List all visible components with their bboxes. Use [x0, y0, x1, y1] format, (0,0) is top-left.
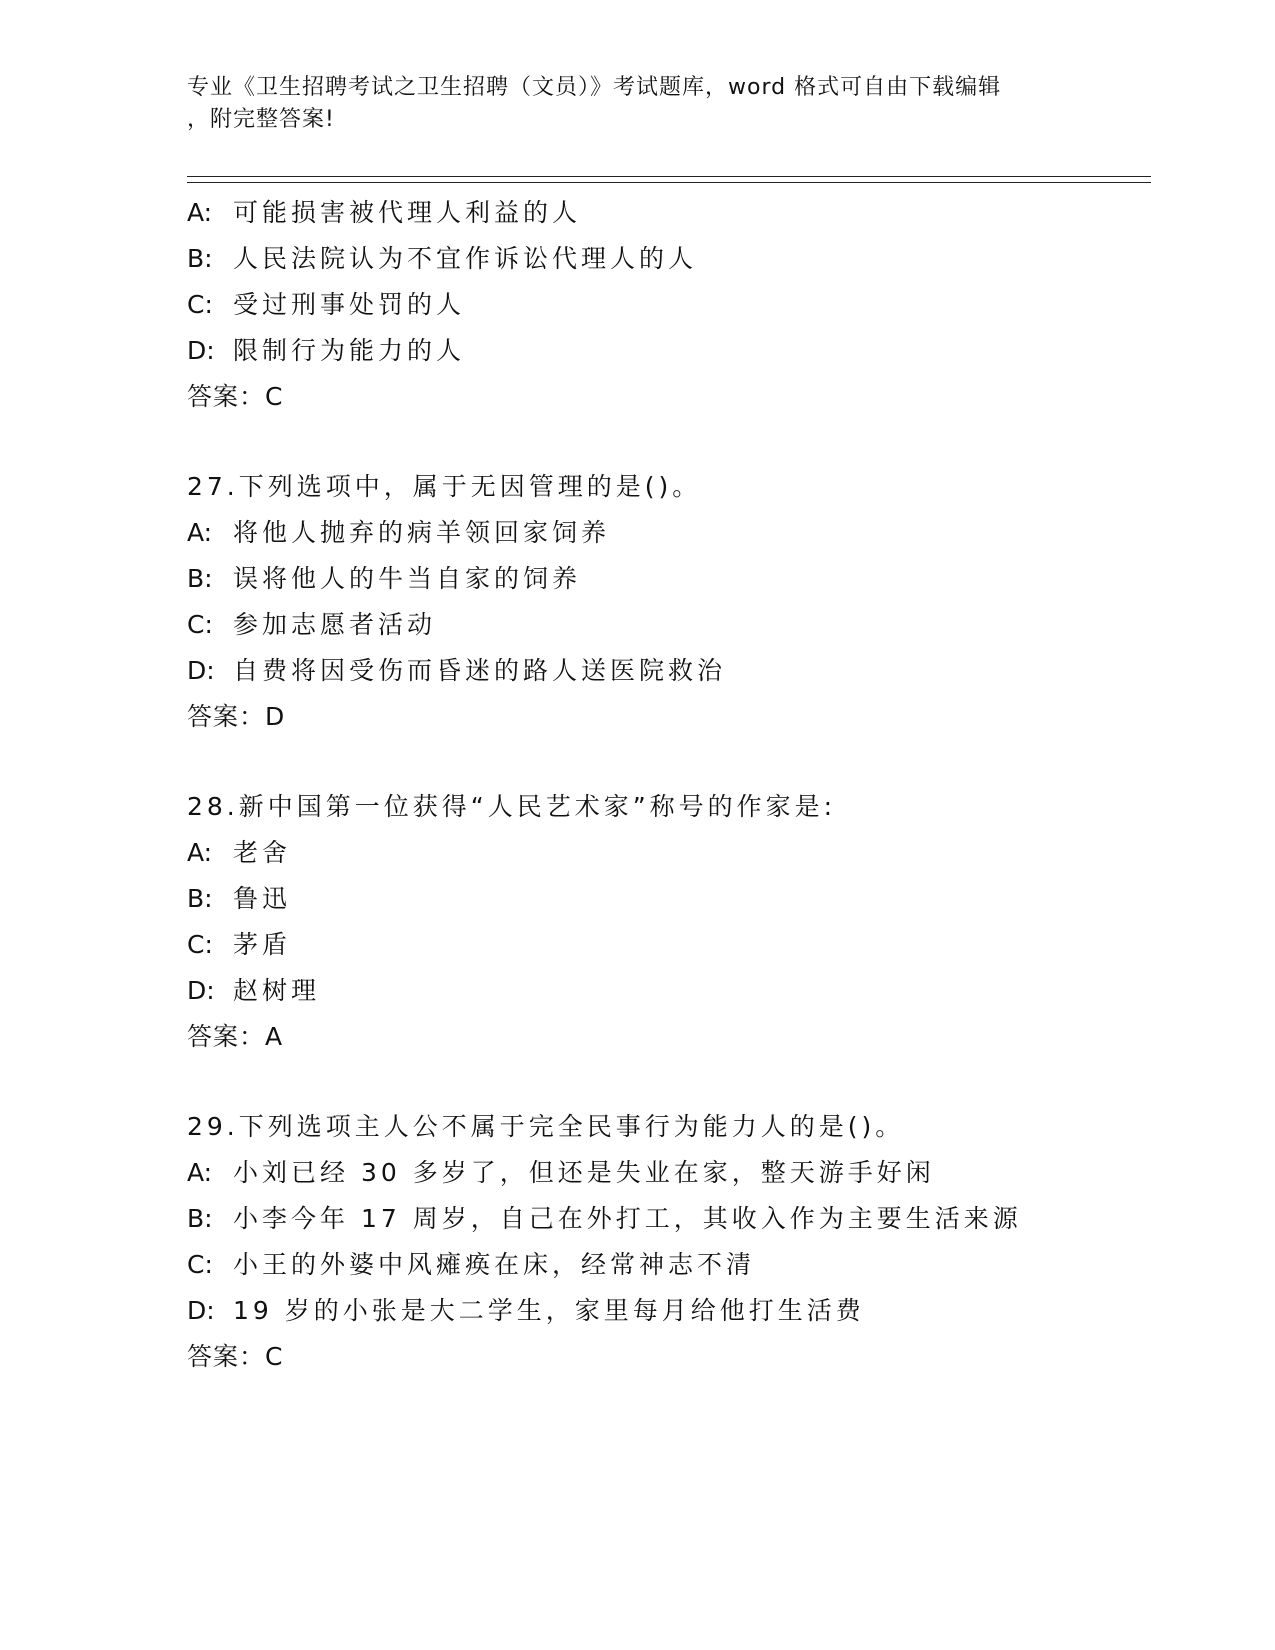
option-b	[187, 556, 1147, 602]
option-b	[187, 876, 1147, 922]
option-b	[187, 236, 1147, 282]
option-text: 人民法院认为不宜作诉讼代理人的人	[233, 244, 698, 273]
option-text: 19 岁的小张是大二学生，家里每月给他打生活费	[233, 1296, 865, 1325]
option-text: 老舍	[233, 838, 292, 867]
option-c	[187, 282, 1147, 328]
answer-line: 答案：D	[187, 702, 286, 731]
option-letter: B:	[187, 1204, 213, 1233]
option-d	[187, 968, 1147, 1014]
question-block	[187, 784, 1147, 1060]
option-d	[187, 648, 1147, 694]
answer-line: 答案：C	[187, 1342, 284, 1371]
option-letter: D:	[187, 336, 215, 365]
option-letter: A:	[187, 518, 213, 547]
option-letter: D:	[187, 1296, 215, 1325]
option-text: 赵树理	[233, 976, 321, 1005]
header-line-1: 专业《卫生招聘考试之卫生招聘（文员）》考试题库，word 格式可自由下载编辑	[187, 75, 1002, 100]
option-text: 小李今年 17 周岁，自己在外打工，其收入作为主要生活来源	[233, 1204, 1022, 1233]
option-a	[187, 830, 1147, 876]
option-letter: A:	[187, 198, 213, 227]
option-c	[187, 922, 1147, 968]
option-text: 鲁迅	[233, 884, 292, 913]
header-divider-bottom	[187, 182, 1151, 183]
option-letter: A:	[187, 1158, 213, 1187]
option-letter: C:	[187, 930, 213, 959]
option-letter: B:	[187, 884, 213, 913]
option-text: 误将他人的牛当自家的饲养	[233, 564, 582, 593]
option-letter: B:	[187, 564, 213, 593]
option-letter: C:	[187, 290, 213, 319]
question-stem: 27.下列选项中，属于无因管理的是()。	[187, 472, 702, 501]
option-text: 自费将因受伤而昏迷的路人送医院救治	[233, 656, 727, 685]
header-line-2: ，附完整答案!	[187, 107, 335, 132]
question-block	[187, 1104, 1147, 1380]
option-letter: C:	[187, 610, 213, 639]
option-d	[187, 328, 1147, 374]
header-divider-top	[187, 176, 1151, 177]
option-a	[187, 510, 1147, 556]
option-a	[187, 1150, 1147, 1196]
option-text: 受过刑事处罚的人	[233, 290, 466, 319]
question-stem: 29.下列选项主人公不属于完全民事行为能力人的是()。	[187, 1112, 905, 1141]
option-letter: B:	[187, 244, 213, 273]
answer-line: 答案：A	[187, 1022, 284, 1051]
option-text: 将他人抛弃的病羊领回家饲养	[233, 518, 611, 547]
option-text: 茅盾	[233, 930, 292, 959]
document-header	[187, 72, 1087, 136]
option-d	[187, 1288, 1147, 1334]
option-letter: C:	[187, 1250, 213, 1279]
option-text: 限制行为能力的人	[233, 336, 466, 365]
option-text: 参加志愿者活动	[233, 610, 437, 639]
option-text: 小刘已经 30 多岁了，但还是失业在家，整天游手好闲	[233, 1158, 935, 1187]
option-a	[187, 190, 1147, 236]
option-letter: D:	[187, 656, 215, 685]
option-text: 小王的外婆中风瘫痪在床，经常神志不清	[233, 1250, 756, 1279]
option-c	[187, 602, 1147, 648]
option-letter: D:	[187, 976, 215, 1005]
option-b	[187, 1196, 1147, 1242]
option-c	[187, 1242, 1147, 1288]
option-letter: A:	[187, 838, 213, 867]
question-list	[187, 190, 1147, 1380]
question-stem: 28.新中国第一位获得“人民艺术家”称号的作家是:	[187, 792, 837, 821]
option-text: 可能损害被代理人利益的人	[233, 198, 582, 227]
question-block	[187, 190, 1147, 420]
question-block	[187, 464, 1147, 740]
answer-line: 答案：C	[187, 382, 284, 411]
